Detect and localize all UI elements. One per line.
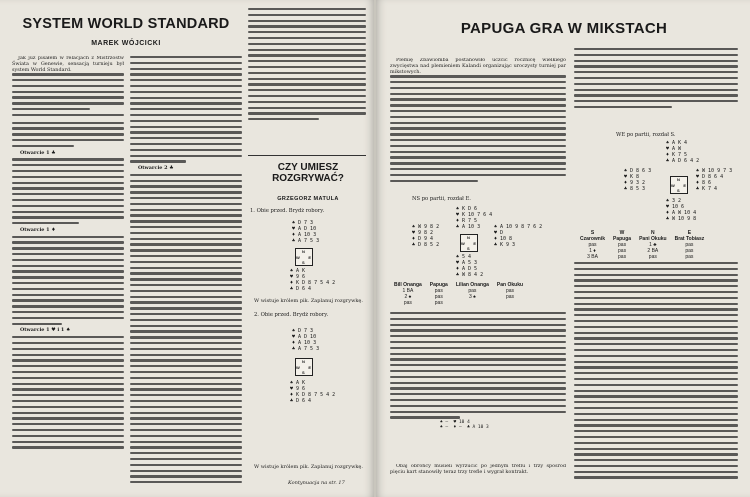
section-head-1: Otwarcie 1 ♣ [20,149,56,156]
problem-1-note: W wistuje królem pik. Zaplanuj rozgrywkę. [254,298,363,304]
article-author: MAREK WÓJCICKI [91,40,161,47]
problem-2-south-hand: ♠ A K ♥ 9 6 ♦ K D 8 7 5 4 2 ♣ D 6 4 [290,380,336,404]
end-position-diagram: ♠ — ♥ 10 4 ♠ — ♦ — ♣ A 10 3 [440,420,489,430]
problem-1-south-hand: ♠ A K ♥ 9 6 ♦ K D 8 7 5 4 2 ♣ D 6 4 [290,268,336,292]
deal-1-north: ♠ K D 6 ♥ K 10 7 6 4 ♦ R 7 5 ♣ A 10 3 [456,206,493,230]
intro-paragraph: Jak już pisałem w relacjach z Mistrzostw Świata w Genewie, sensacją turnieju był system World Standard. [12,56,124,73]
deal-1-west: ♠ W 9 8 2 ♥ 9 8 2 ♦ D 9 4 ♣ D 8 5 2 [412,224,440,248]
bidding-table-2: S W N E Czarownik Papuga Pani Okuku Brat Tobiasz pas pas 1 ♣ pas 1 ♦ pas 2 BA pas 3 BA pas pas pas [580,230,705,260]
section-head-2: Otwarcie 1 ♦ [20,226,56,233]
sub-article-title: CZY UMIESZ ROZGRYWAĆ? [272,162,344,184]
right-column-2-lower [574,262,738,492]
deal-2-north: ♠ A K 4 ♥ A W ♦ K 7 5 ♣ A D 6 4 2 [666,140,700,164]
problem-2-note: W wistuje królem pik. Zaplanuj rozgrywkę. [254,464,363,470]
deal-1-east: ♠ A 10 9 8 7 6 2 ♥ D ♦ 10 8 ♣ K 9 3 [494,224,543,248]
problem-1-label: 1. Obie przed. Brydż robory. [250,208,325,214]
continued-note: Kontynuacja na str. 17 [288,480,345,486]
article-title: SYSTEM WORLD STANDARD [22,16,230,32]
left-column-2 [130,56,242,486]
problem-1-north-hand: ♠ D 7 3 ♥ A D 10 ♦ A 10 3 ♣ A 7 5 3 [292,220,320,244]
deal-2-west: ♠ D 8 6 3 ♥ K 8 ♦ 9 3 2 ♣ 8 5 3 [624,168,652,192]
deal-1-label: NS po partii, rozdał E. [412,196,471,202]
right-closing-paragraph: Obaj obrońcy musieli wyrzucić po jednym treflu i trzy spośród pięciu kart stanowiły teraz trzy trefle i wygrał kontrakt. [390,464,566,475]
deal-2-east: ♠ W 10 9 7 3 ♥ D 8 6 4 ♦ 8 6 ♣ K 7 4 [696,168,733,192]
right-column-1 [390,58,566,190]
right-intro-paragraph: Plemię Zbawiomba postanowiło uczcić rocznicę wielkiego zwycięstwa nad plemieniem Kalandi organizując uroczysty turniej par mikstowych. [390,58,566,75]
problem-2-north-hand: ♠ D 7 3 ♥ A D 10 ♦ A 10 3 ♣ A 7 5 3 [292,328,320,352]
problem-1-compass: N W E S [296,249,311,265]
deal-1-south: ♠ 5 4 ♥ A 5 3 ♦ A D 5 ♣ W 8 4 2 [456,254,484,278]
deal-1-compass: N W E S [461,235,476,251]
left-column-1 [12,56,124,486]
sub-article-author: GRZEGORZ MATULA [277,196,339,202]
sub-article-rule [248,155,366,156]
section-head-4: Otwarcie 2 ♣ [138,165,174,172]
left-page [0,0,374,497]
problem-2-label: 2. Obie przed. Brydż robory. [254,312,329,318]
left-column-3-top [248,8,366,148]
problem-2-compass: N W E S [296,359,311,375]
article-title-right: PAPUGA GRA W MIKSTACH [460,20,668,37]
deal-2-label: WE po partii, rozdał S. [616,132,676,138]
deal-2-compass: N W E S [671,177,686,193]
right-column-2 [574,48,738,128]
section-head-3: Otwarcie 1 ♥ i 1 ♠ [20,327,71,334]
right-page [376,0,750,497]
right-column-1-lower [390,312,566,432]
bidding-table-1: Bill Onanga Papuga Lilian Onanga Pan Okuku 1 BA pas pas pas 2 ♠ pas 3 ♠ pas pas pas [394,282,524,306]
deal-2-south: ♠ 3 2 ♥ 10 6 ♦ A W 10 4 ♣ W 10 9 8 [666,198,697,222]
